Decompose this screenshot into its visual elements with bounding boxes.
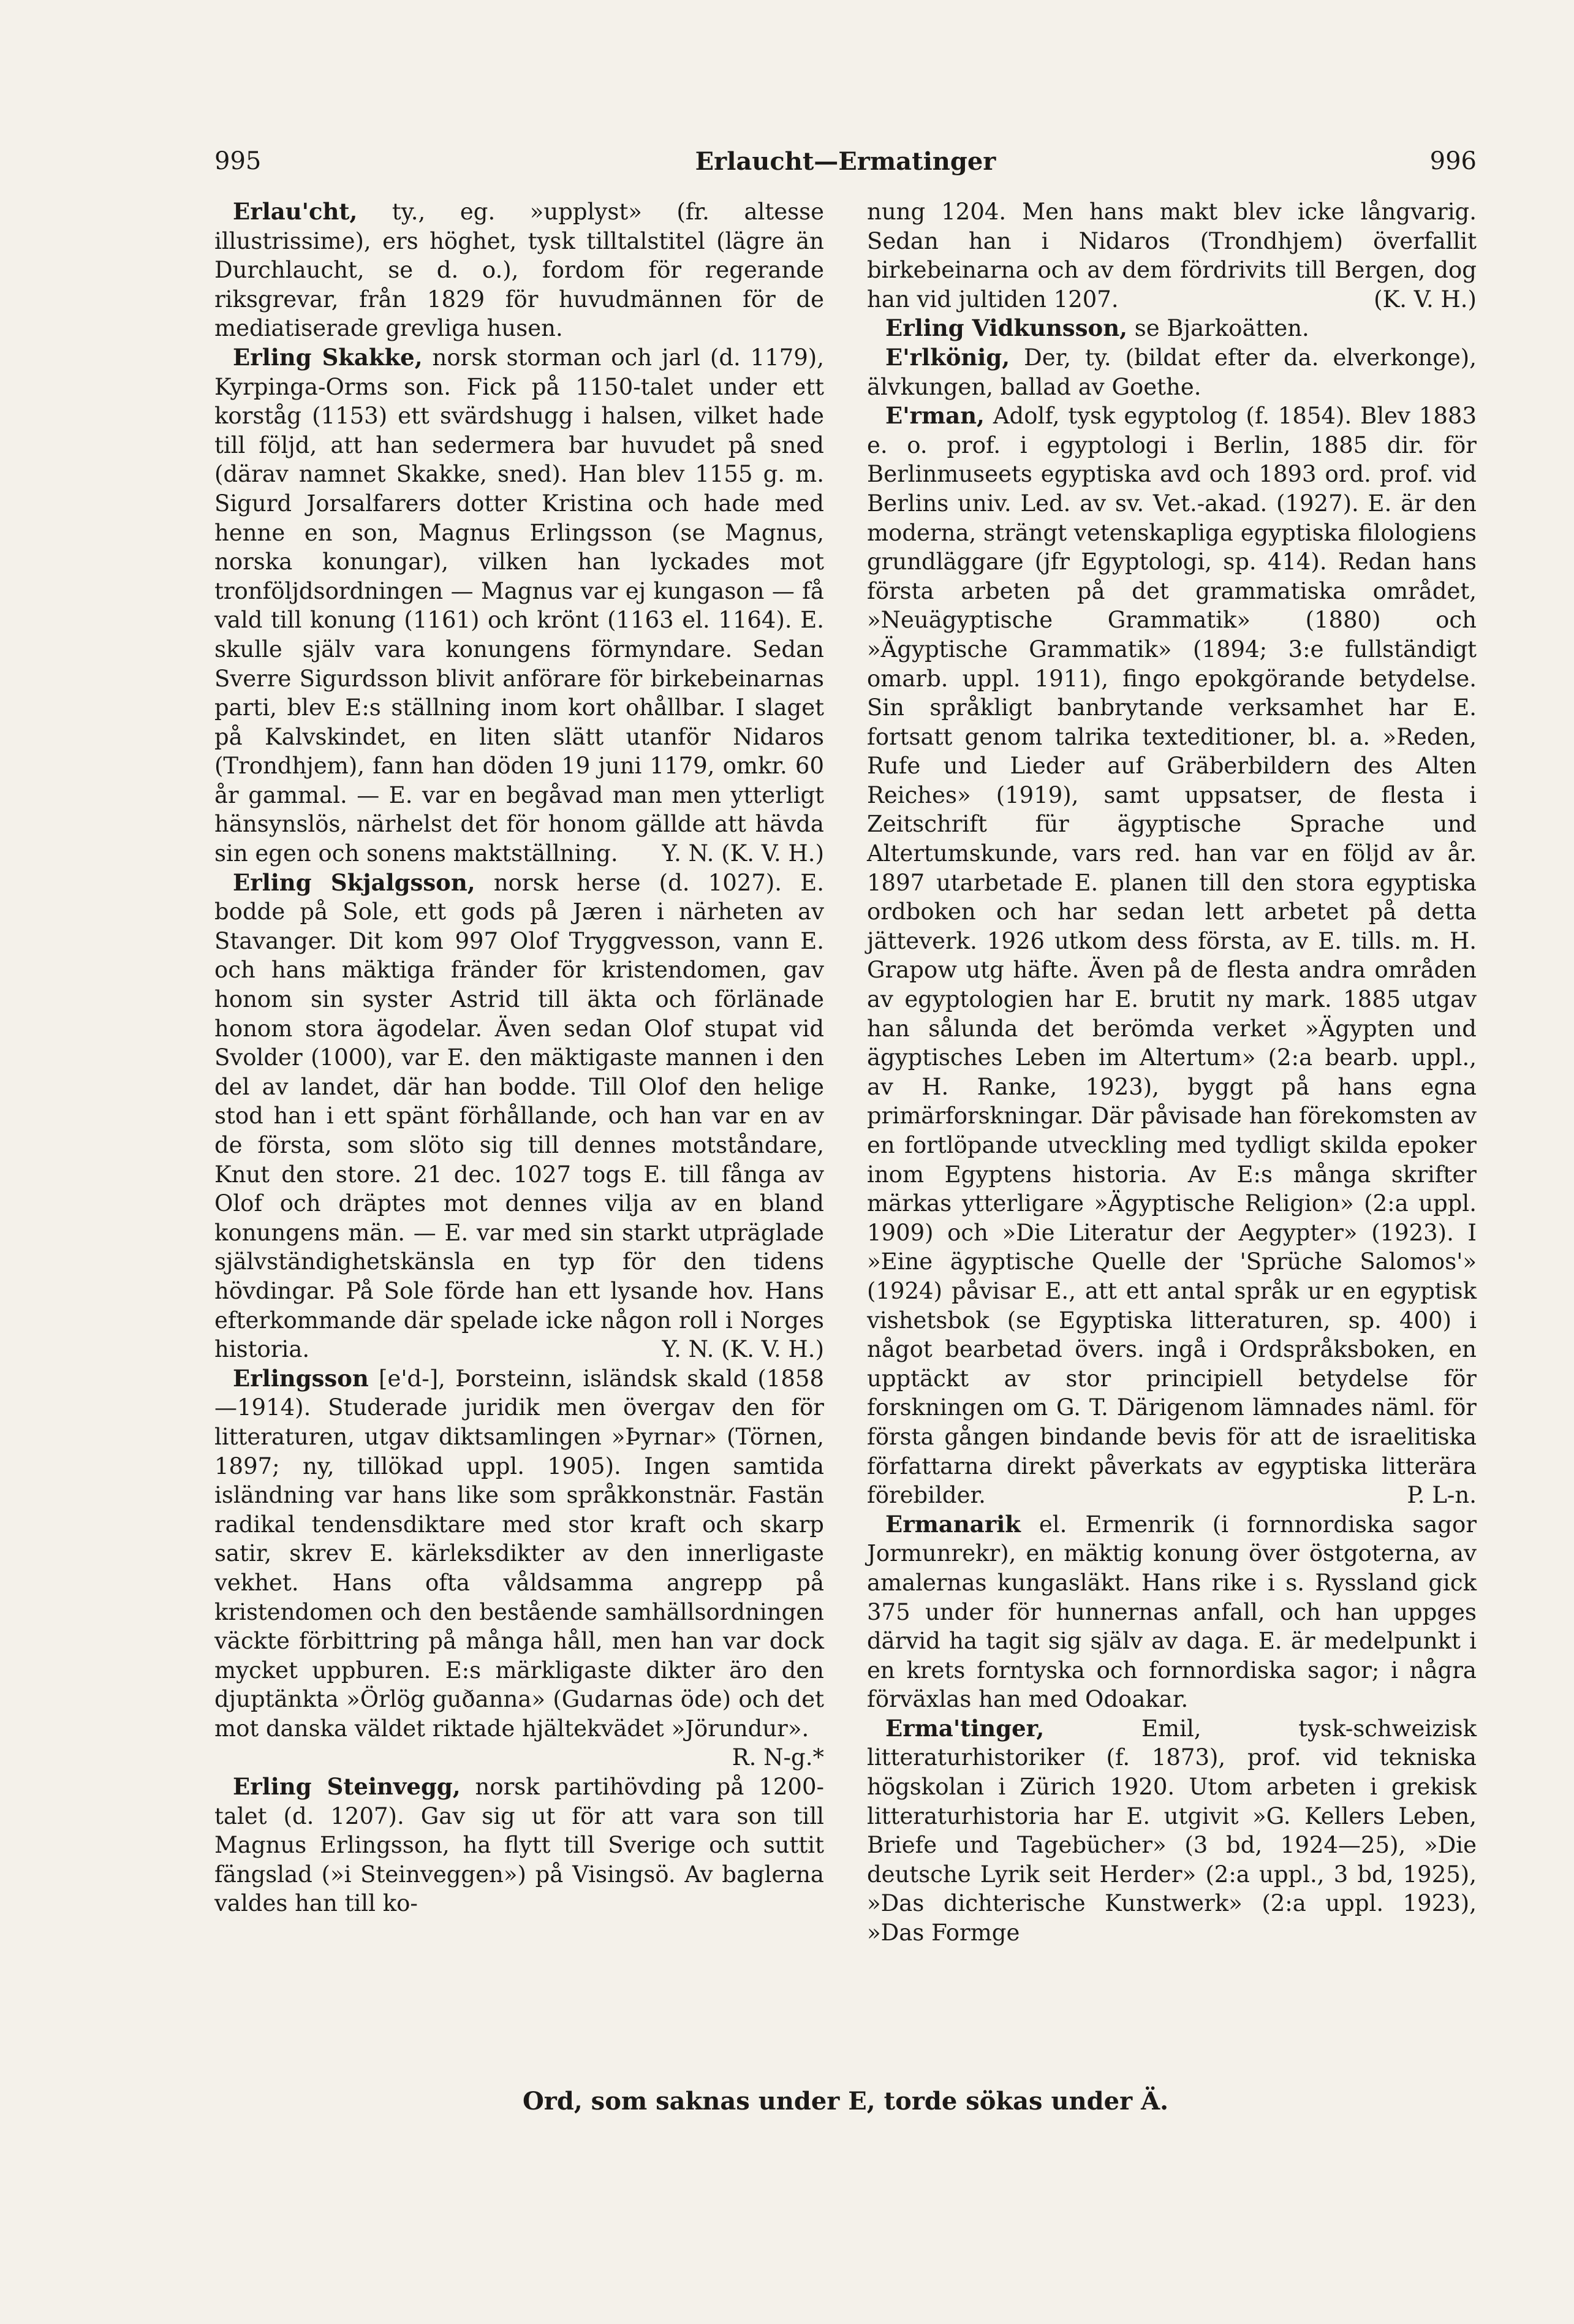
article-text: el. Ermenrik (i fornnordiska sagor Jormunrekr), en mäktig konung över östgoterna, av amalernas kungasläkt. Hans rike i s. Ryssland gick 375 under för hunnernas anfall, och han uppges därvid ha tagit sig själv av daga. E. är medelpunkt i en krets forntyska och fornnordiska sagor; i några förväxlas han med Odoakar. bbox=[867, 1511, 1477, 1713]
author-signature: P. L-n. bbox=[1407, 1482, 1477, 1509]
headword: Erlingsson bbox=[233, 1364, 369, 1392]
headword: Erlau'cht, bbox=[233, 198, 358, 225]
article-text: Emil, tysk-schweizisk litteraturhistoriker (f. 1873), prof. vid tekniska högskolan i Zürich 1920. Utom arbeten i grekisk litteraturhistoria har E. utgivit »G. Kellers Leben, Briefe und Tagebücher» (3 bd, 1924—25), »Die deutsche Lyrik seit Herder» (2:a uppl., 3 bd, 1925), »Das dichterische Kunstwerk» (2:a uppl. 1923), »Das Formge bbox=[867, 1715, 1477, 1946]
article-entry bbox=[214, 343, 824, 868]
article-entry bbox=[867, 343, 1477, 401]
headword: E'rlkönig, bbox=[885, 343, 1010, 371]
article-entry bbox=[867, 401, 1477, 1510]
article-text: Der, ty. (bildat efter da. elverkonge), älvkungen, ballad av Goethe. bbox=[867, 344, 1477, 400]
article-entry bbox=[214, 197, 824, 343]
article-text: ty., eg. »upplyst» (fr. altesse illustrissime), ers höghet, tysk tilltalstitel (lägre än Durchlaucht, se d. o.), fordom för regerande riksgrevar, från 1829 för huvudmännen för de mediatiserade grevliga husen. bbox=[214, 199, 824, 342]
article-text: [e'd-], Þorsteinn, isländsk skald (1858—1914). Studerade juridik men övergav den för litteraturen, utgav diktsamlingen »Þyrnar» (Törnen, 1897; ny, tillökad uppl. 1905). Ingen samtida isländning var hans like som språkkonstnär. Fastän radikal tendensdiktare med stor kraft och skarp satir, skrev E. kärleksdikter av den innerligaste vekhet. Hans ofta våldsamma angrepp på kristendomen och den bestående samhällsordningen väckte förbittring på många håll, men han var dock mycket uppburen. E:s märkligaste dikter äro den djuptänkta »Örlög guðanna» (Gudarnas öde) och det mot danska väldet riktade hjältekvädet »Jörundur». bbox=[214, 1365, 824, 1742]
author-signature: R. N-g.* bbox=[732, 1744, 824, 1771]
headword: E'rman, bbox=[885, 402, 985, 430]
right-column bbox=[867, 197, 1477, 1948]
article-entry bbox=[867, 314, 1477, 343]
article-entry bbox=[867, 197, 1477, 314]
footer-note: Ord, som saknas under E, torde sökas under Ä. bbox=[522, 2087, 1169, 2116]
article-entry bbox=[867, 1714, 1477, 1948]
article-text: se Bjarkoätten. bbox=[1134, 315, 1309, 342]
author-signature: Y. N. (K. V. H.) bbox=[662, 840, 824, 867]
text-columns bbox=[214, 197, 1477, 1948]
article-entry bbox=[214, 1364, 824, 1772]
article-text: norsk partihövding på 1200-talet (d. 1207). Gav sig ut för att vara son till Magnus Erlingsson, ha flytt till Sverige och suttit fängslad (»i Steinveggen») på Visingsö. Av baglerna valdes han till ko- bbox=[214, 1774, 824, 1917]
article-entry bbox=[214, 1772, 824, 1918]
headword: Ermanarik bbox=[885, 1510, 1021, 1538]
article-text: norsk herse (d. 1027). E. bodde på Sole, ett gods på Jæren i närheten av Stavanger. Dit kom 997 Olof Tryggvesson, vann E. och hans mäktiga fränder för kristendomen, gav honom sin syster Astrid till äkta och förlänade honom stora ägodelar. Även sedan Olof stupat vid Svolder (1000), var E. den mäktigaste mannen i den del av landet, där han bodde. Till Olof den helige stod han i ett spänt förhållande, och han var en av de första, som slöto sig till dennes motståndare, Knut den store. 21 dec. 1027 togs E. till fånga av Olof och dräptes mot dennes vilja av en bland konungens män. — E. var med sin starkt utpräglade självständighetskänsla en typ för den tidens hövdingar. På Sole förde han ett lysande hov. Hans efterkommande där spelade icke någon roll i Norges historia. bbox=[214, 869, 824, 1363]
running-title: Erlaucht—Ermatinger bbox=[695, 147, 996, 176]
article-text: Adolf, tysk egyptolog (f. 1854). Blev 1883 e. o. prof. i egyptologi i Berlin, 1885 dir. för Berlinmuseets egyptiska avd och 1893 ord. prof. vid Berlins univ. Led. av sv. Vet.-akad. (1927). E. är den moderna, strängt vetenskapliga egyptiska filologiens grundläggare (jfr Egyptologi, sp. 414). Redan hans första arbeten på det grammatiska området, »Neuägyptische Grammatik» (1880) och »Ägyptische Grammatik» (1894; 3:e fullständigt omarb. uppl. 1911), fingo epokgörande betydelse. Sin språkligt banbrytande verksamhet har E. fortsatt genom talrika texteditioner, bl. a. »Reden, Rufe und Lieder auf Gräberbildern des Alten Reiches» (1919), samt uppsatser, de flesta i Zeitschrift für ägyptische Sprache und Altertumskunde, vars red. han var en följd av år. 1897 utarbetade E. planen till den stora egyptiska ordboken och har sedan lett arbetet på detta jätteverk. 1926 utkom dess första, av E. tills. m. H. Grapow utg häfte. Även på de flesta andra områden av egyptologien har E. brutit ny mark. 1885 utgav han sålunda det berömda verket »Ägypten und ägyptisches Leben im Altertum» (2:a bearb. uppl., av H. Ranke, 1923), byggt på hans egna primärforskningar. Där påvisade han förekomsten av en fortlöpande utveckling med tydligt skilda epoker inom Egyptens historia. Av E:s många skrifter märkas ytterligare »Ägyptische Religion» (2:a uppl. 1909) och »Die Literatur der Aegypter» (1923). I »Eine ägyptische Quelle der 'Sprüche Salomos'» (1924) påvisar E., att ett antal språk ur en egyptisk vishetsbok (se Egyptiska litteraturen, sp. 400) i något bearbetad övers. ingå i Ordspråksboken, en upptäckt av stor principiell betydelse för forskningen om G. T. Därigenom lämnades näml. för första gången bindande bevis för att de israelitiska författarna direkt påverkats av egyptiska litterära förebilder. bbox=[867, 403, 1477, 1509]
headword: Erma'tinger, bbox=[885, 1714, 1045, 1742]
running-header bbox=[214, 147, 1477, 184]
article-text: nung 1204. Men hans makt blev icke långvarig. Sedan han i Nidaros (Trondhjem) överfallit birkebeinarna och av dem fördrivits till Bergen, dog han vid jultiden 1207. bbox=[867, 199, 1477, 313]
left-column bbox=[214, 197, 824, 1948]
headword: Erling Skakke, bbox=[233, 343, 423, 371]
author-signature: Y. N. (K. V. H.) bbox=[662, 1336, 824, 1363]
article-text: norsk storman och jarl (d. 1179), Kyrpinga-Orms son. Fick på 1150-talet under ett korståg (1153) ett svärdshugg i halsen, vilket hade till följd, att han sedermera bar huvudet på sned (därav namnet Skakke, sned). Han blev 1155 g. m. Sigurd Jorsalfarers dotter Kristina och hade med henne en son, Magnus Erlingsson (se Magnus, norska konungar), vilken han lyckades mot tronföljdsordningen — Magnus var ej kungason — få vald till konung (1161) och krönt (1163 el. 1164). E. skulle själv vara konungens förmyndare. Sedan Sverre Sigurdsson blivit anförare för birkebeinarnas parti, blev E:s ställning inom kort ohållbar. I slaget på Kalvskindet, en liten slätt utanför Nidaros (Trondhjem), fann han döden 19 juni 1179, omkr. 60 år gammal. — E. var en begåvad man men ytterligt hänsynslös, närhelst det för honom gällde att hävda sin egen och sonens maktställning. bbox=[214, 344, 824, 867]
headword: Erling Vidkunsson, bbox=[885, 314, 1128, 342]
page-number-right: 996 bbox=[1429, 147, 1477, 175]
author-signature: (K. V. H.) bbox=[1374, 286, 1477, 313]
article-entry bbox=[214, 868, 824, 1364]
headword: Erling Skjalgsson, bbox=[233, 868, 475, 896]
page-number-left: 995 bbox=[214, 147, 262, 175]
headword: Erling Steinvegg, bbox=[233, 1773, 461, 1801]
article-entry bbox=[867, 1510, 1477, 1714]
